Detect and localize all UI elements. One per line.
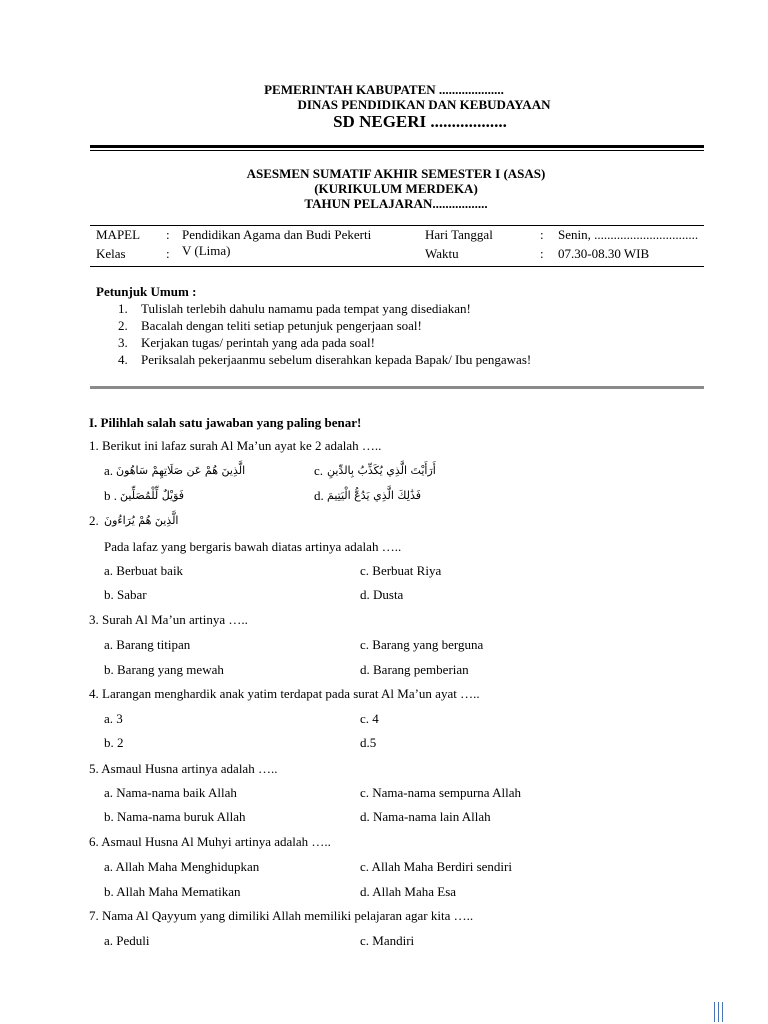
instruction-number: 2. (118, 318, 128, 333)
section-title: I. Pilihlah salah satu jawaban yang paling benar! (89, 415, 362, 430)
instructions-divider (90, 386, 704, 389)
question-text: 6. Asmaul Husna Al Muhyi artinya adalah ….. (89, 834, 331, 849)
exam-year: TAHUN PELAJARAN................. (304, 196, 488, 211)
question-arabic: الَّذِينَ هُمْ يُرَاءُونَ (104, 514, 179, 527)
question-text: Pada lafaz yang bergaris bawah diatas artinya adalah ….. (104, 539, 402, 554)
option-b: b. Sabar (104, 587, 147, 602)
header-divider-thick (90, 145, 704, 148)
option-d-label: d. (314, 488, 324, 503)
waktu-value: 07.30-08.30 WIB (558, 246, 650, 261)
question-text: 4. Larangan menghardik anak yatim terdapat pada surat Al Ma’un ayat ….. (89, 686, 480, 701)
waktu-label: Waktu (425, 246, 459, 261)
option-b-arabic: فَوَيْلٌ لِّلْمُصَلِّينَ (120, 489, 185, 502)
instruction-item: Tulislah terlebih dahulu namamu pada tempat yang disediakan! (141, 301, 471, 316)
option-b: b. Allah Maha Mematikan (104, 884, 241, 899)
instruction-item: Periksalah pekerjaanmu sebelum diserahkan kepada Bapak/ Ibu pengawas! (141, 352, 532, 367)
kelas-value: V (Lima) (182, 243, 231, 258)
option-a-label: a. (104, 463, 114, 478)
info-bottom-border (90, 266, 704, 267)
option-b-label: b . (104, 488, 117, 503)
question-text: 7. Nama Al Qayyum yang dimiliki Allah memiliki pelajaran agar kita ….. (89, 908, 474, 923)
kelas-label: Kelas (96, 246, 126, 261)
option-c: c. 4 (360, 711, 379, 726)
option-d-arabic: فَذَٰلِكَ الَّذِي يَدُعُّ الْيَتِيمَ (327, 489, 422, 502)
question-text: 3. Surah Al Ma’un artinya ….. (89, 612, 248, 627)
option-c-arabic: أَرَأَيْتَ الَّذِي يُكَذِّبُ بِالدِّينِ (327, 464, 436, 477)
option-a: a. Allah Maha Menghidupkan (104, 859, 260, 874)
option-b: b. Barang yang mewah (104, 662, 224, 677)
exam-title: ASESMEN SUMATIF AKHIR SEMESTER I (ASAS) (246, 166, 546, 181)
option-c-label: c. (314, 463, 324, 478)
waktu-colon: : (540, 246, 544, 261)
option-b: b. 2 (104, 735, 124, 750)
mapel-label: MAPEL (96, 227, 141, 242)
option-a: a. Nama-nama baik Allah (104, 785, 237, 800)
option-c: c. Nama-nama sempurna Allah (360, 785, 521, 800)
option-d: d.5 (360, 735, 377, 750)
instruction-item: Bacalah dengan teliti setiap petunjuk pengerjaan soal! (141, 318, 422, 333)
option-b: b. Nama-nama buruk Allah (104, 809, 246, 824)
header-line-2: DINAS PENDIDIKAN DAN KEBUDAYAAN (297, 97, 551, 112)
header-divider-thin (90, 150, 704, 151)
option-a-arabic: الَّذِينَ هُمْ عَن صَلَاتِهِمْ سَاهُونَ (116, 464, 246, 477)
scroll-handle-icon[interactable] (714, 1002, 724, 1022)
option-d: d. Allah Maha Esa (360, 884, 457, 899)
instructions-title: Petunjuk Umum : (96, 284, 197, 299)
option-c: c. Mandiri (360, 933, 415, 948)
school-name: SD NEGERI .................. (333, 112, 507, 131)
instruction-number: 3. (118, 335, 128, 350)
option-d: d. Barang pemberian (360, 662, 469, 677)
option-a: a. Peduli (104, 933, 150, 948)
info-top-border (90, 225, 704, 226)
option-a: a. 3 (104, 711, 123, 726)
hari-value: Senin, ................................ (558, 227, 699, 242)
header-line-1: PEMERINTAH KABUPATEN .................... (264, 82, 504, 97)
hari-colon: : (540, 227, 544, 242)
option-a: a. Berbuat baik (104, 563, 184, 578)
option-c: c. Barang yang berguna (360, 637, 484, 652)
kelas-colon: : (166, 246, 170, 261)
mapel-colon: : (166, 227, 170, 242)
option-d: d. Nama-nama lain Allah (360, 809, 491, 824)
question-number: 2. (89, 513, 99, 528)
question-text: 5. Asmaul Husna artinya adalah ….. (89, 761, 278, 776)
instruction-number: 1. (118, 301, 128, 316)
option-c: c. Berbuat Riya (360, 563, 442, 578)
option-a: a. Barang titipan (104, 637, 191, 652)
hari-label: Hari Tanggal (425, 227, 493, 242)
instruction-number: 4. (118, 352, 128, 367)
exam-curriculum: (KURIKULUM MERDEKA) (314, 181, 478, 196)
option-d: d. Dusta (360, 587, 404, 602)
instruction-item: Kerjakan tugas/ perintah yang ada pada soal! (141, 335, 375, 350)
option-c: c. Allah Maha Berdiri sendiri (360, 859, 512, 874)
mapel-value: Pendidikan Agama dan Budi Pekerti (182, 227, 372, 242)
question-text: 1. Berikut ini lafaz surah Al Ma’un ayat ke 2 adalah ….. (89, 438, 382, 453)
